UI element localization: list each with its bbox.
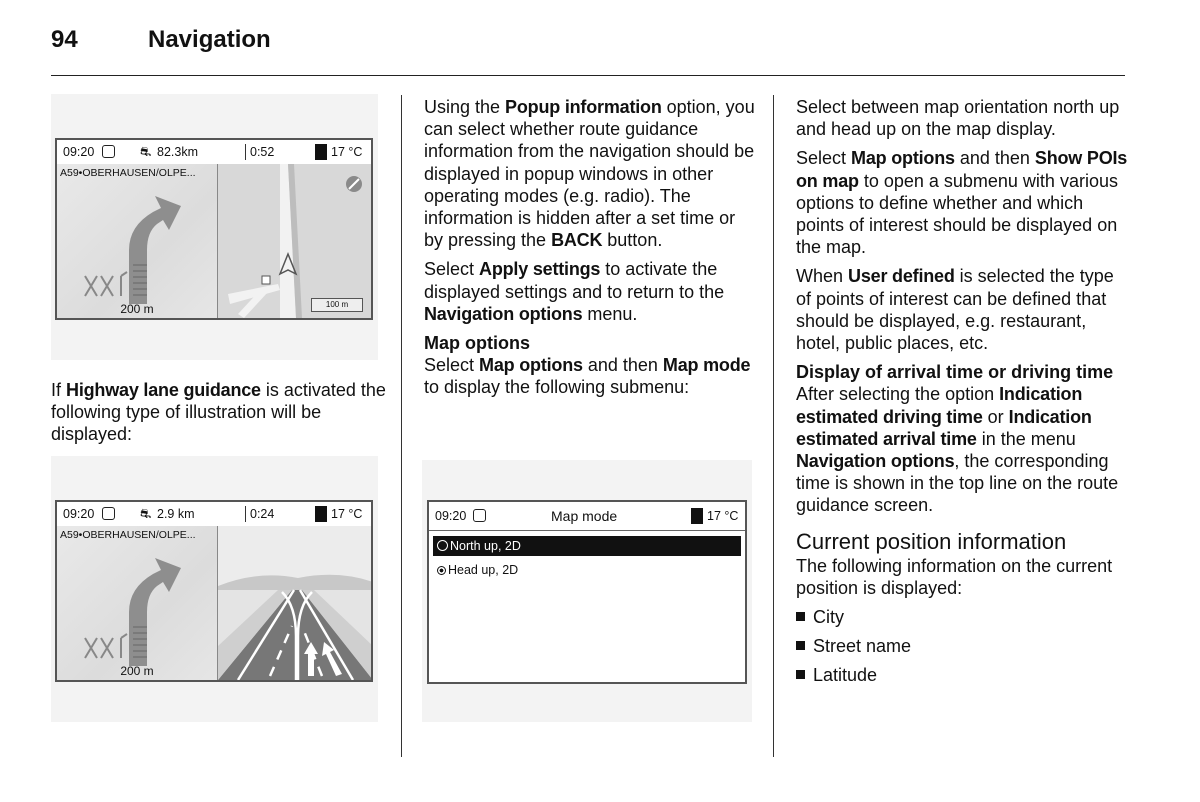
apply-settings-paragraph [424, 258, 759, 325]
guidance-panel [57, 164, 218, 318]
list-item [796, 635, 1128, 657]
status-bar [57, 502, 371, 527]
driving-time-term: Indication estimated driving time [796, 384, 1083, 427]
map-roads [218, 164, 373, 318]
remaining-time: 0:52 [245, 144, 274, 160]
remaining-distance: 2.9 km [157, 507, 195, 521]
map-options-term: Map options [479, 355, 583, 376]
map-scale: 100 m [311, 298, 363, 312]
clock-icon [473, 509, 486, 522]
map-mode-screen [427, 500, 747, 684]
popup-information-term: Popup information [505, 97, 662, 117]
text: to display the following submenu: [424, 377, 690, 398]
radio-selected-icon [437, 566, 446, 575]
arrival-time-term: Indication estimated arrival time [796, 406, 1092, 449]
turn-distance: 200 m [120, 664, 154, 678]
map-options-heading: Map options [424, 333, 530, 354]
turn-arrow-icon [57, 164, 217, 318]
arrival-time-heading: Display of arrival time or driving time [796, 362, 1114, 383]
list-item [796, 606, 1128, 628]
thermometer-icon [315, 506, 327, 522]
turn-distance: 200 m [120, 302, 154, 316]
text: to open a submenu with various options to define whether and which points of interest should be displayed on the map. [796, 170, 1118, 258]
text: in the menu [976, 428, 1076, 449]
text: After selecting the option [796, 384, 1000, 405]
list-item-label: Street name [813, 636, 912, 657]
arrival-time-paragraph [796, 383, 1128, 516]
page-number: 94 [51, 26, 78, 53]
route-icon: ⛐ [140, 506, 152, 521]
thermometer-icon [691, 508, 703, 524]
menu-item-label: Head up, 2D [448, 563, 519, 577]
radio-empty-icon [437, 540, 448, 551]
bullet-icon [796, 612, 805, 621]
temperature: 17 °C [331, 145, 363, 159]
clock-time: 09:20 [435, 509, 467, 523]
user-defined-term: User defined [848, 266, 955, 287]
clock-time: 09:20 [63, 507, 95, 521]
figure-route-guidance [51, 94, 378, 360]
text: , the corresponding time is shown in the top line on the route guidance screen. [796, 451, 1119, 516]
column-2 [424, 96, 759, 406]
orientation-paragraph: Select between map orientation north up and head up on the map display. [796, 97, 1120, 140]
apply-settings-term: Apply settings [479, 259, 601, 280]
bullet-icon [796, 641, 805, 650]
menu-item-label: North up, 2D [450, 539, 521, 553]
navigation-options-term: Navigation options [796, 451, 955, 472]
nav-screen-1 [55, 138, 373, 320]
text: and then [582, 355, 663, 376]
status-bar [57, 140, 371, 165]
menu-title: Map mode [551, 508, 618, 524]
bullet-icon [796, 670, 805, 679]
text: is selected the type of points of interest can be defined that should be displayed, e.g. restaurant, hotel, public places, etc. [796, 266, 1114, 354]
remaining-time: 0:24 [245, 506, 274, 522]
list-item [796, 664, 1128, 686]
column-3 [796, 96, 1128, 693]
figure-highway-lane-guidance [51, 456, 378, 722]
status-bar [429, 502, 745, 531]
text: option, you can select whether route guidance information from the navigation should be displayed in popup windows in other operating modes (e.g. radio). The information is hidden after a set time or by pressing the [424, 97, 755, 251]
page-title: Navigation [148, 26, 271, 53]
menu-item-north-up[interactable] [433, 536, 741, 556]
column-divider-1 [401, 95, 402, 757]
map-mode-term: Map mode [662, 355, 751, 376]
text: If [51, 380, 67, 400]
street-name: A59•OBERHAUSEN/OLPE... [60, 529, 196, 541]
list-item-label: Latitude [813, 665, 878, 686]
text: button. [602, 230, 663, 251]
lane-guidance-paragraph [51, 379, 386, 453]
clock-time: 09:20 [63, 145, 95, 159]
street-name: A59•OBERHAUSEN/OLPE... [60, 167, 196, 179]
text: Select [424, 259, 480, 280]
thermometer-icon [315, 144, 327, 160]
figure-map-mode [422, 460, 752, 722]
map-options-term: Map options [851, 148, 955, 169]
show-pois-paragraph [796, 147, 1128, 258]
current-position-paragraph: The following information on the current position is displayed: [796, 555, 1113, 598]
text: to activate the displayed settings and to return to the [424, 259, 725, 302]
list-item-label: City [813, 607, 844, 628]
show-pois-term: Show POIs on map [796, 148, 1128, 191]
highway-lanes [218, 526, 373, 680]
text: Using the [424, 97, 506, 117]
clock-icon [102, 145, 115, 158]
header-rule [51, 75, 1125, 76]
popup-information-paragraph [424, 96, 759, 251]
text: When [796, 266, 849, 287]
column-divider-2 [773, 95, 774, 757]
text: and then [954, 148, 1035, 169]
map-view [218, 164, 371, 318]
text: is activated the following type of illustration will be displayed: [51, 380, 386, 445]
route-icon: ⛐ [140, 144, 152, 159]
user-defined-paragraph [796, 265, 1128, 354]
lane-view [218, 526, 371, 680]
text: menu. [582, 303, 638, 324]
nav-screen-2 [55, 500, 373, 682]
turn-arrow-icon [57, 526, 217, 680]
highway-lane-guidance-term: Highway lane guidance [66, 380, 261, 400]
clock-icon [102, 507, 115, 520]
temperature: 17 °C [707, 509, 739, 523]
menu-item-head-up[interactable] [433, 560, 741, 580]
back-button-term: BACK [551, 230, 603, 251]
map-mode-paragraph [424, 354, 759, 398]
text: Select [796, 148, 852, 169]
current-position-heading: Current position information [796, 528, 1067, 554]
remaining-distance: 82.3km [157, 145, 198, 159]
page-header [51, 26, 1125, 76]
temperature: 17 °C [331, 507, 363, 521]
text: or [982, 406, 1009, 427]
navigation-options-term: Navigation options [424, 303, 583, 324]
position-info-list [796, 606, 1128, 686]
text: Select [424, 355, 480, 376]
guidance-panel [57, 526, 218, 680]
